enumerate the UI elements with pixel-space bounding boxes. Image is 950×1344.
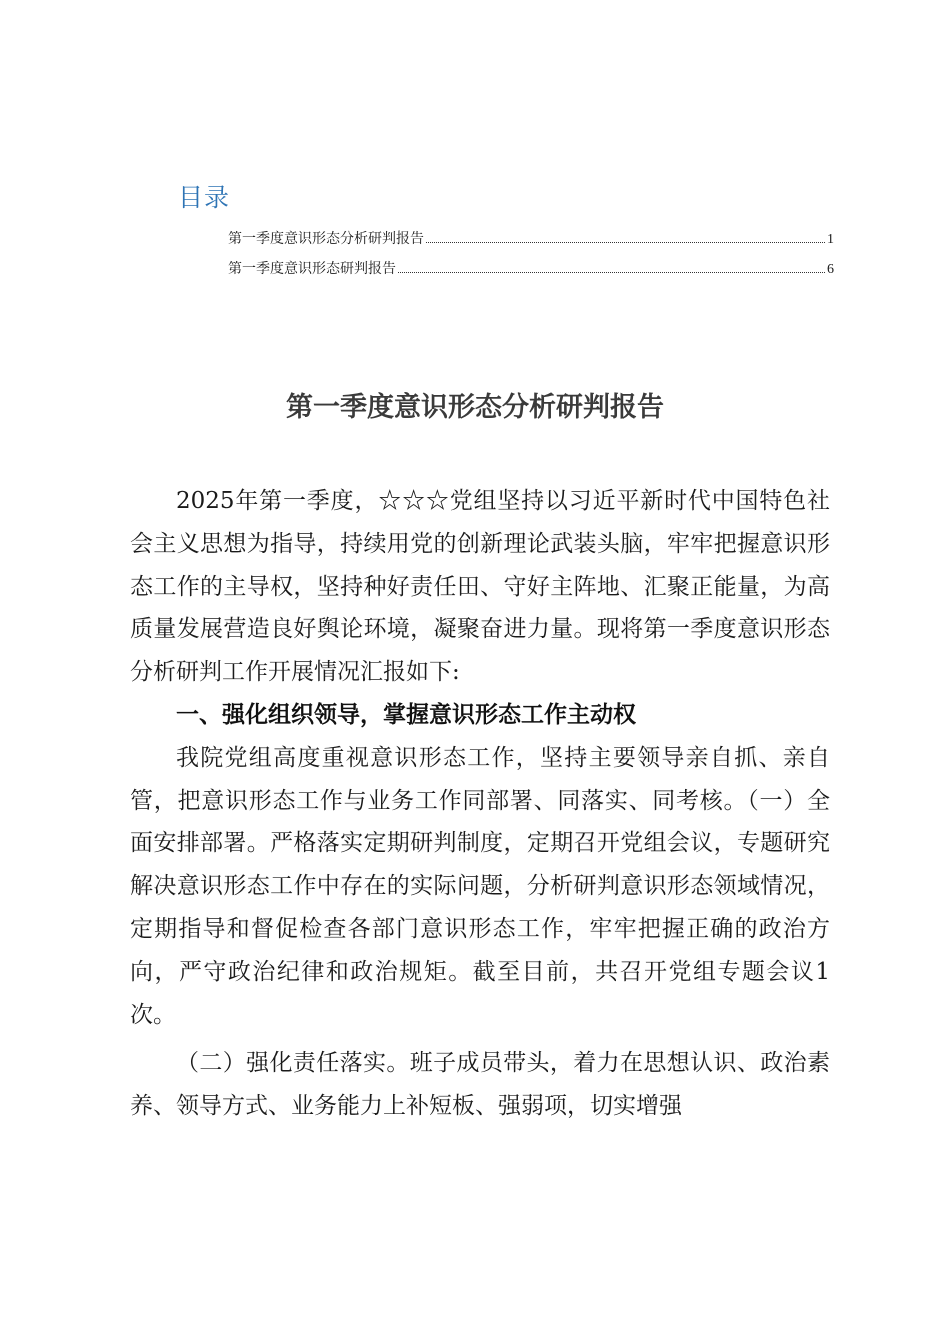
document-body bbox=[130, 480, 830, 1128]
toc-entry-page: 6 bbox=[827, 262, 834, 277]
body-paragraph: 我院党组高度重视意识形态工作，坚持主要领导亲自抓、亲自管，把意识形态工作与业务工作同部署、同落实、同考核。（一）全面安排部署。严格落实定期研判制度，定期召开党组会议，专题研究解决意识形态工作中存在的实际问题，分析研判意识形态领域情况，定期指导和督促检查各部门意识形态工作，牢牢把握正确的政治方向，严守政治纪律和政治规矩。截至目前，共召开党组专题会议1次。 bbox=[130, 744, 830, 1028]
toc-entry-page: 1 bbox=[827, 232, 834, 247]
table-of-contents bbox=[228, 228, 834, 288]
toc-entry-text: 第一季度意识形态研判报告 bbox=[228, 261, 396, 277]
toc-entry-text: 第一季度意识形态分析研判报告 bbox=[228, 231, 424, 247]
toc-dot-leader bbox=[398, 271, 825, 273]
toc-entry[interactable] bbox=[228, 258, 834, 288]
body-paragraph: （二）强化责任落实。班子成员带头，着力在思想认识、政治素养、领导方式、业务能力上补短板、强弱项，切实增强 bbox=[130, 1050, 830, 1120]
toc-entry[interactable] bbox=[228, 228, 834, 258]
toc-title: 目录 bbox=[178, 183, 231, 212]
toc-dot-leader bbox=[426, 241, 825, 243]
body-paragraph-intro: 2025年第一季度，☆☆☆党组坚持以习近平新时代中国特色社会主义思想为指导，持续用党的创新理论武装头脑，牢牢把握意识形态工作的主导权，坚持种好责任田、守好主阵地、汇聚正能量，为高质量发展营造良好舆论环境，凝聚奋进力量。现将第一季度意识形态分析研判工作开展情况汇报如下: bbox=[130, 488, 830, 686]
section-heading: 一、强化组织领导，掌握意识形态工作主动权 bbox=[176, 701, 636, 728]
document-title: 第一季度意识形态分析研判报告 bbox=[286, 392, 664, 423]
